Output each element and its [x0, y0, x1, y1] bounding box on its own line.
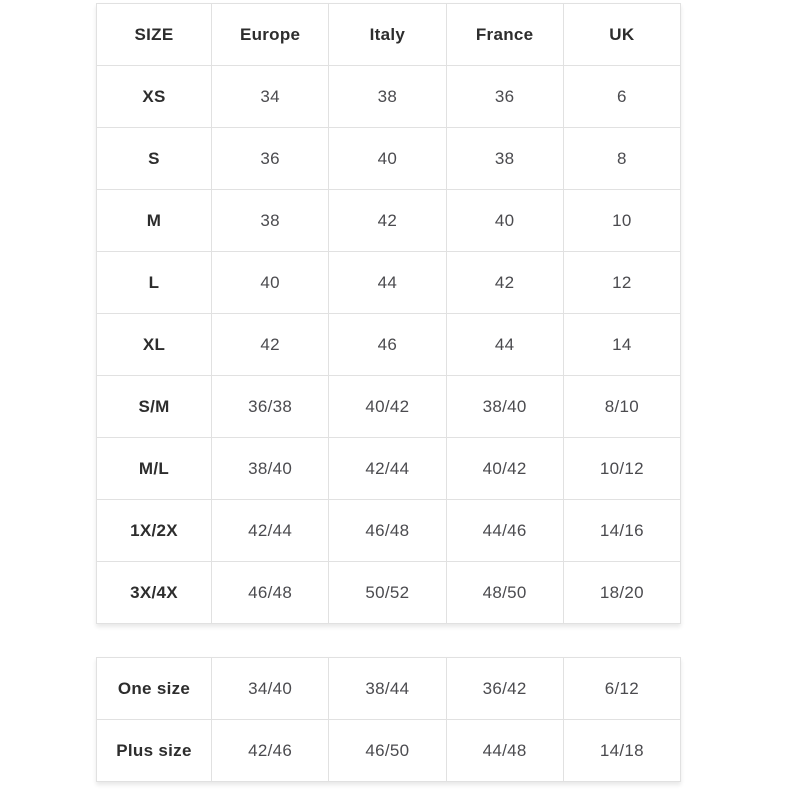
size-conversion-table-cell: 48/50 [446, 562, 563, 624]
size-conversion-table-cell: 38 [329, 66, 446, 128]
size-conversion-table-row-label: S/M [97, 376, 212, 438]
size-conversion-table-column-header: Europe [212, 4, 329, 66]
one-size-plus-size-table-cell: 46/50 [329, 720, 446, 782]
size-conversion-table-cell: 14/16 [563, 500, 680, 562]
size-conversion-table-cell: 40/42 [446, 438, 563, 500]
size-conversion-table-cell: 46/48 [329, 500, 446, 562]
size-conversion-table-row-label: XS [97, 66, 212, 128]
size-conversion-table-column-header: SIZE [97, 4, 212, 66]
size-conversion-table-cell: 44 [446, 314, 563, 376]
size-conversion-table-cell: 36 [212, 128, 329, 190]
size-conversion-table-cell: 38 [446, 128, 563, 190]
size-conversion-table-cell: 44 [329, 252, 446, 314]
size-conversion-table-cell: 42 [329, 190, 446, 252]
one-size-plus-size-table-row [97, 720, 681, 782]
size-conversion-table-row-label: XL [97, 314, 212, 376]
size-conversion-table-cell: 44/46 [446, 500, 563, 562]
size-conversion-table-cell: 38/40 [212, 438, 329, 500]
size-conversion-table-column-header: Italy [329, 4, 446, 66]
size-conversion-table-cell: 10/12 [563, 438, 680, 500]
one-size-plus-size-table-cell: 42/46 [212, 720, 329, 782]
size-conversion-table-row-label: M [97, 190, 212, 252]
size-conversion-table-cell: 42 [446, 252, 563, 314]
one-size-plus-size-table-cell: 6/12 [563, 658, 680, 720]
size-conversion-table-row [97, 66, 681, 128]
one-size-plus-size-table-cell: 44/48 [446, 720, 563, 782]
size-conversion-table-column-header: UK [563, 4, 680, 66]
size-conversion-table-cell: 50/52 [329, 562, 446, 624]
size-conversion-table-cell: 12 [563, 252, 680, 314]
size-conversion-table-row-label: S [97, 128, 212, 190]
one-size-plus-size-table-cell: 34/40 [212, 658, 329, 720]
size-conversion-table-cell: 8/10 [563, 376, 680, 438]
size-conversion-table-cell: 34 [212, 66, 329, 128]
size-conversion-table-row-label: M/L [97, 438, 212, 500]
size-conversion-table-cell: 40 [446, 190, 563, 252]
size-conversion-table-row [97, 190, 681, 252]
one-size-plus-size-table [96, 657, 681, 782]
size-chart [96, 3, 680, 782]
size-conversion-table-cell: 38 [212, 190, 329, 252]
one-size-plus-size-table-cell: 38/44 [329, 658, 446, 720]
size-conversion-table-column-header: France [446, 4, 563, 66]
size-conversion-table-cell: 40 [212, 252, 329, 314]
size-conversion-table-row [97, 252, 681, 314]
size-conversion-table-cell: 18/20 [563, 562, 680, 624]
size-conversion-table-row [97, 500, 681, 562]
size-conversion-table-cell: 42/44 [212, 500, 329, 562]
size-conversion-table-cell: 46 [329, 314, 446, 376]
size-conversion-table-row [97, 562, 681, 624]
size-conversion-table-row [97, 438, 681, 500]
size-conversion-table-row [97, 314, 681, 376]
size-conversion-table-cell: 36 [446, 66, 563, 128]
one-size-plus-size-table-row-label: One size [97, 658, 212, 720]
size-conversion-table-cell: 14 [563, 314, 680, 376]
size-conversion-table-row [97, 128, 681, 190]
one-size-plus-size-table-row [97, 658, 681, 720]
size-conversion-table-row-label: L [97, 252, 212, 314]
size-conversion-table-row-label: 1X/2X [97, 500, 212, 562]
size-conversion-table-cell: 6 [563, 66, 680, 128]
one-size-plus-size-table-row-label: Plus size [97, 720, 212, 782]
size-conversion-table-cell: 46/48 [212, 562, 329, 624]
size-conversion-table-cell: 10 [563, 190, 680, 252]
size-conversion-table [96, 3, 681, 624]
size-conversion-table-cell: 8 [563, 128, 680, 190]
size-conversion-table-row [97, 376, 681, 438]
size-conversion-table-cell: 42/44 [329, 438, 446, 500]
size-conversion-table-cell: 40/42 [329, 376, 446, 438]
size-conversion-table-header-row [97, 4, 681, 66]
size-conversion-table-cell: 42 [212, 314, 329, 376]
size-conversion-table-row-label: 3X/4X [97, 562, 212, 624]
one-size-plus-size-table-cell: 36/42 [446, 658, 563, 720]
one-size-plus-size-table-cell: 14/18 [563, 720, 680, 782]
size-conversion-table-cell: 38/40 [446, 376, 563, 438]
size-conversion-table-cell: 36/38 [212, 376, 329, 438]
size-conversion-table-cell: 40 [329, 128, 446, 190]
